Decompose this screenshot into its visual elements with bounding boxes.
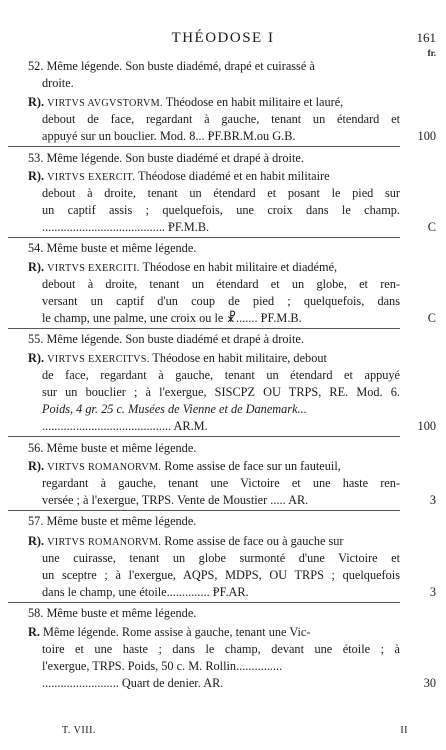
entry-58-reverse-line-4: ......................... Quart de denier. AR.	[42, 676, 224, 690]
separator	[8, 237, 400, 238]
entry-57-reverse-line-1: R). VIRTVS ROMANORVM. Rome assise de face ou à gauche sur	[28, 534, 344, 548]
entry-52-obverse: 52. Même légende. Son buste diadémé, drapé et cuirassé à	[28, 59, 315, 73]
separator	[8, 328, 400, 329]
entry-57-reverse-line-2: une cuirasse, tenant un globe surmonté d'une Victoire et	[42, 551, 400, 565]
entry-52-rarity: 100	[417, 129, 436, 143]
entry-53-reverse-line-2: debout à droite, tenant un étendard et posant le pied sur	[42, 186, 400, 200]
entry-53-reverse-line-3: un captif assis ; quelquefois, une croix dans le champ.	[42, 203, 400, 217]
separator	[8, 602, 400, 603]
entry-58-reverse-line-3: l'exergue, TRPS. Poids, 50 c. M. Rollin...............	[42, 659, 283, 673]
entry-55-reverse-line-1: R). VIRTVS EXERCITVS. Théodose en habit militaire, debout	[28, 351, 327, 365]
page-title: THÉODOSE I	[171, 30, 275, 46]
entry-56-reverse-line-3: versée ; à l'exergue, TRPS. Vente de Moustier ..... AR.	[42, 493, 309, 507]
entry-54-reverse-line-4: le champ, une palme, une croix ou le ☧....... ⱣF.M.B.	[42, 311, 302, 325]
entry-52-reverse-line-2: debout de face, regardant à gauche, tenant un étendard et	[42, 112, 400, 126]
entry-54-reverse-line-2: debout à droite, tenant un étendard et un globe, et ren-	[42, 277, 400, 291]
page-number: 161	[416, 30, 436, 45]
entry-56-reverse-line-1: R). VIRTVS ROMANORVM. Rome assise de face sur un fauteuil,	[28, 459, 341, 473]
entry-55-rarity: 100	[417, 419, 436, 433]
entry-57-reverse-line-4: dans le champ, une étoile.............. ⱣF.AR.	[42, 585, 249, 599]
entry-53-obverse: 53. Même légende. Son buste diadémé et drapé à droite.	[28, 151, 304, 165]
entry-57-rarity: 3	[429, 585, 436, 599]
entry-57-reverse-line-3: un sceptre ; à l'exergue, AQPS, MDPS, OU TRPS ; quelquefois	[42, 568, 400, 582]
entry-58-reverse-line-2: toire et une haste ; dans le champ, devant une étoile ; à	[42, 642, 400, 656]
entry-54-obverse: 54. Même buste et même légende.	[28, 241, 197, 255]
entry-55-reverse-line-2: de face, regardant à gauche, tenant un étendard et appuyé	[42, 368, 400, 382]
entry-56-obverse: 56. Même buste et même légende.	[28, 441, 197, 455]
entry-55-reverse-line-4: Poids, 4 gr. 25 c. Musées de Vienne et de Danemark...	[42, 402, 307, 416]
entry-53-reverse-line-4: ........................................ ⱣF.M.B.	[42, 220, 210, 234]
entry-53-reverse-line-1: R). VIRTVS EXERCIT. Théodose diadémé et en habit militaire	[28, 169, 330, 183]
separator	[8, 510, 400, 511]
entry-53-rarity: C	[427, 220, 436, 234]
entry-58-reverse-line-1: R. Même légende. Rome assise à gauche, tenant une Vic-	[28, 625, 311, 639]
entry-58-rarity: 30	[423, 676, 436, 690]
entry-56-reverse-line-2: regardant à gauche, tenant une Victoire et une haste ren-	[42, 476, 400, 490]
entry-57-obverse: 57. Même buste et même légende.	[28, 514, 197, 528]
entry-56-rarity: 3	[429, 493, 436, 507]
footer-volume: T. VIII.	[62, 725, 96, 736]
entry-52-obverse-cont: droite.	[42, 76, 74, 90]
entry-54-rarity: C	[427, 311, 436, 325]
entry-55-reverse-line-5: .......................................... AR.M.	[42, 419, 208, 433]
entry-52-reverse-line-1: R). VIRTVS AVGVSTORVM. Théodose en habit militaire et lauré,	[28, 95, 344, 109]
separator	[8, 436, 400, 437]
entry-54-reverse-line-3: versant un captif d'un coup de pied ; quelquefois, dans	[42, 294, 400, 308]
separator	[8, 146, 400, 147]
footer-signature: II	[400, 725, 408, 736]
entry-55-reverse-line-3: sur un bouclier ; à l'exergue, SISCPZ OU TRPS, RE. Mod. 6.	[42, 385, 400, 399]
entry-52-reverse-line-3: appuyé sur un bouclier. Mod. 8... ⱣF.BR.M.ou G.B.	[42, 129, 296, 143]
entry-58-obverse: 58. Même buste et même légende.	[28, 606, 197, 620]
page-mark: fr.	[427, 48, 436, 58]
entry-55-obverse: 55. Même légende. Son buste diadémé et drapé à droite.	[28, 332, 304, 346]
entry-54-reverse-line-1: R). VIRTVS EXERCITI. Théodose en habit militaire et diadémé,	[28, 260, 338, 274]
